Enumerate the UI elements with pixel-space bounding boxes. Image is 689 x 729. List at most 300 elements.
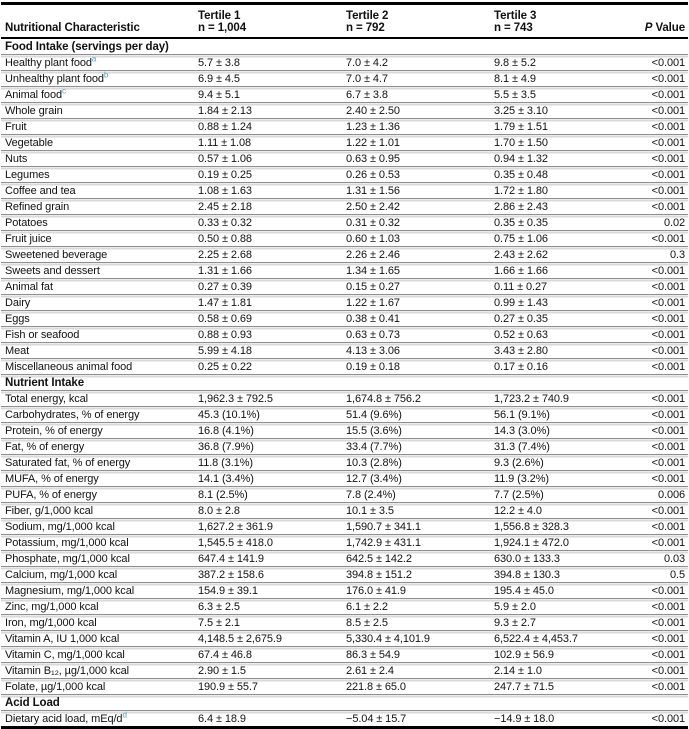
table-row [1, 295, 688, 311]
value-cell-t3: 2.43 ± 2.62 [494, 247, 598, 263]
value-cell-t2: 1.22 ± 1.01 [346, 135, 494, 151]
table-row [1, 567, 688, 583]
value-cell-t1: 647.4 ± 141.9 [198, 551, 346, 567]
row-label: Coffee and tea [5, 185, 76, 197]
p-value-cell: <0.001 [598, 663, 688, 679]
table-row [1, 151, 688, 167]
value-cell-t1: 2.25 ± 2.68 [198, 247, 346, 263]
value-cell-t2: 0.26 ± 0.53 [346, 167, 494, 183]
table-row [1, 535, 688, 551]
table-row [1, 343, 688, 359]
row-label-cell [1, 647, 198, 663]
value-cell-t1: 1,545.5 ± 418.0 [198, 535, 346, 551]
row-label: MUFA, % of energy [5, 473, 99, 485]
table-row [1, 215, 688, 231]
row-label-cell [1, 439, 198, 455]
value-cell-t3: 56.1 (9.1%) [494, 407, 598, 423]
p-value-column-header [598, 4, 688, 39]
value-cell-t2: 1.31 ± 1.56 [346, 183, 494, 199]
table-row [1, 615, 688, 631]
value-cell-t1: 67.4 ± 46.8 [198, 647, 346, 663]
p-value-cell: <0.001 [598, 535, 688, 551]
table-row [1, 391, 688, 407]
row-label-cell [1, 455, 198, 471]
value-cell-t2: 5,330.4 ± 4,101.9 [346, 631, 494, 647]
value-cell-t3: 102.9 ± 56.9 [494, 647, 598, 663]
row-label: Dairy [5, 297, 31, 309]
value-cell-t3: 3.25 ± 3.10 [494, 103, 598, 119]
row-label-cell [1, 199, 198, 215]
row-label-cell [1, 87, 198, 103]
row-label: Zinc, mg/1,000 kcal [5, 601, 99, 613]
value-cell-t2: 0.15 ± 0.27 [346, 279, 494, 295]
p-value-cell: <0.001 [598, 135, 688, 151]
p-value-cell: <0.001 [598, 199, 688, 215]
value-cell-t2: 1.23 ± 1.36 [346, 119, 494, 135]
row-label-cell [1, 295, 198, 311]
row-label: PUFA, % of energy [5, 489, 97, 501]
table-row [1, 663, 688, 679]
row-label: Unhealthy plant food [5, 73, 104, 85]
p-italic: P [644, 22, 653, 34]
p-value-cell: <0.001 [598, 391, 688, 407]
table-row [1, 167, 688, 183]
value-cell-t2: 2.61 ± 2.4 [346, 663, 494, 679]
value-cell-t3: 0.99 ± 1.43 [494, 295, 598, 311]
value-cell-t2: 4.13 ± 3.06 [346, 343, 494, 359]
value-cell-t3: 247.7 ± 71.5 [494, 679, 598, 695]
value-cell-t2: 0.60 ± 1.03 [346, 231, 494, 247]
section-header-row [1, 695, 688, 711]
value-cell-t1: 2.90 ± 1.5 [198, 663, 346, 679]
row-label-cell [1, 247, 198, 263]
value-cell-t3: 1,556.8 ± 328.3 [494, 519, 598, 535]
p-value-cell: <0.001 [598, 167, 688, 183]
section-header-row [1, 375, 688, 391]
table-row [1, 407, 688, 423]
value-cell-t1: 1,627.2 ± 361.9 [198, 519, 346, 535]
row-label-cell [1, 231, 198, 247]
tertile2-n: n = 792 [346, 22, 385, 34]
value-cell-t2: 86.3 ± 54.9 [346, 647, 494, 663]
p-value-cell: <0.001 [598, 87, 688, 103]
p-value-cell: <0.001 [598, 615, 688, 631]
value-cell-t3: 9.3 ± 2.7 [494, 615, 598, 631]
p-value-cell: <0.001 [598, 439, 688, 455]
header-row [1, 4, 688, 39]
value-cell-t1: 1,962.3 ± 792.5 [198, 391, 346, 407]
table-row [1, 279, 688, 295]
value-cell-t3: 14.3 (3.0%) [494, 423, 598, 439]
p-value-cell: <0.001 [598, 471, 688, 487]
p-value-cell: <0.001 [598, 71, 688, 87]
tertile2-column-header [346, 4, 494, 39]
value-cell-t1: 16.8 (4.1%) [198, 423, 346, 439]
value-cell-t3: 1.70 ± 1.50 [494, 135, 598, 151]
row-label: Refined grain [5, 201, 70, 213]
value-cell-t3: 0.27 ± 0.35 [494, 311, 598, 327]
row-label: Potatoes [5, 217, 48, 229]
value-cell-t2: 0.38 ± 0.41 [346, 311, 494, 327]
value-cell-t2: 176.0 ± 41.9 [346, 583, 494, 599]
value-cell-t3: −14.9 ± 18.0 [494, 711, 598, 728]
row-label: Folate, µg/1,000 kcal [5, 681, 106, 693]
tertile2-title: Tertile 2 [346, 10, 389, 22]
row-label-cell [1, 471, 198, 487]
p-value-cell: <0.001 [598, 343, 688, 359]
row-label-cell [1, 55, 198, 71]
value-cell-t2: 394.8 ± 151.2 [346, 567, 494, 583]
value-cell-t2: 1,590.7 ± 341.1 [346, 519, 494, 535]
row-label-cell [1, 423, 198, 439]
row-label-cell [1, 615, 198, 631]
tertile1-column-header [198, 4, 346, 39]
value-cell-t3: 5.9 ± 2.0 [494, 599, 598, 615]
row-label-cell [1, 135, 198, 151]
table-row [1, 679, 688, 695]
table-row [1, 119, 688, 135]
row-label: Carbohydrates, % of energy [5, 409, 140, 421]
p-value-cell: <0.001 [598, 423, 688, 439]
value-cell-t3: 1.66 ± 1.66 [494, 263, 598, 279]
value-cell-t1: 8.1 (2.5%) [198, 487, 346, 503]
p-value-cell: <0.001 [598, 263, 688, 279]
row-label-cell [1, 343, 198, 359]
row-label-cell [1, 311, 198, 327]
row-label-cell [1, 167, 198, 183]
value-cell-t2: 15.5 (3.6%) [346, 423, 494, 439]
value-cell-t3: 9.8 ± 5.2 [494, 55, 598, 71]
value-cell-t3: 12.2 ± 4.0 [494, 503, 598, 519]
value-cell-t3: 5.5 ± 3.5 [494, 87, 598, 103]
row-label: Fiber, g/1,000 kcal [5, 505, 93, 517]
value-cell-t3: 1.79 ± 1.51 [494, 119, 598, 135]
row-label: Animal food [5, 89, 62, 101]
value-cell-t3: 7.7 (2.5%) [494, 487, 598, 503]
row-label-cell [1, 71, 198, 87]
table-row [1, 87, 688, 103]
table-row [1, 71, 688, 87]
nutritional-characteristics-table [1, 2, 688, 729]
p-value-cell: <0.001 [598, 519, 688, 535]
p-value-cell: <0.001 [598, 407, 688, 423]
row-label-cell [1, 503, 198, 519]
row-label: Vegetable [5, 137, 54, 149]
row-label-cell [1, 711, 198, 728]
row-label-cell [1, 103, 198, 119]
value-cell-t1: 2.45 ± 2.18 [198, 199, 346, 215]
table-row [1, 519, 688, 535]
table-row [1, 263, 688, 279]
row-label-cell [1, 151, 198, 167]
value-cell-t1: 5.7 ± 3.8 [198, 55, 346, 71]
row-label: Magnesium, mg/1,000 kcal [5, 585, 135, 597]
value-cell-t2: −5.04 ± 15.7 [346, 711, 494, 728]
value-cell-t3: 0.17 ± 0.16 [494, 359, 598, 375]
section-title: Acid Load [1, 695, 688, 711]
row-label-cell [1, 551, 198, 567]
value-cell-t1: 6.9 ± 4.5 [198, 71, 346, 87]
table-row [1, 423, 688, 439]
value-cell-t3: 9.3 (2.6%) [494, 455, 598, 471]
value-cell-t1: 45.3 (10.1%) [198, 407, 346, 423]
p-value-cell: <0.001 [598, 103, 688, 119]
row-label: Whole grain [5, 105, 63, 117]
value-cell-t1: 0.19 ± 0.25 [198, 167, 346, 183]
table-row [1, 439, 688, 455]
value-cell-t2: 2.40 ± 2.50 [346, 103, 494, 119]
row-label: Sodium, mg/1,000 kcal [5, 521, 115, 533]
value-cell-t2: 221.8 ± 65.0 [346, 679, 494, 695]
row-label-cell [1, 263, 198, 279]
table-row [1, 311, 688, 327]
p-value-cell: 0.02 [598, 215, 688, 231]
row-label: Fruit juice [5, 233, 52, 245]
row-label-cell [1, 279, 198, 295]
row-label: Healthy plant food [5, 57, 92, 69]
row-label: Animal fat [5, 281, 53, 293]
row-label-cell [1, 583, 198, 599]
row-label: Fruit [5, 121, 27, 133]
table-row [1, 231, 688, 247]
p-value-cell: <0.001 [598, 151, 688, 167]
value-cell-t2: 6.7 ± 3.8 [346, 87, 494, 103]
row-label-cell [1, 599, 198, 615]
row-label: Vitamin B₁₂, µg/1,000 kcal [5, 665, 130, 677]
table-row [1, 551, 688, 567]
table-body [1, 38, 688, 728]
row-label-cell [1, 487, 198, 503]
footnote-marker: a [91, 54, 97, 64]
tertile3-n: n = 743 [494, 22, 533, 34]
p-value-cell: <0.001 [598, 647, 688, 663]
value-cell-t3: 11.9 (3.2%) [494, 471, 598, 487]
value-cell-t2: 2.50 ± 2.42 [346, 199, 494, 215]
value-cell-t1: 0.57 ± 1.06 [198, 151, 346, 167]
row-label: Miscellaneous animal food [5, 361, 133, 373]
value-cell-t3: 1.72 ± 1.80 [494, 183, 598, 199]
value-cell-t1: 11.8 (3.1%) [198, 455, 346, 471]
table-row [1, 455, 688, 471]
value-cell-t1: 5.99 ± 4.18 [198, 343, 346, 359]
value-cell-t1: 0.50 ± 0.88 [198, 231, 346, 247]
row-label-cell [1, 183, 198, 199]
value-cell-t2: 33.4 (7.7%) [346, 439, 494, 455]
p-value-cell: <0.001 [598, 119, 688, 135]
tertile3-title: Tertile 3 [494, 10, 537, 22]
value-cell-t2: 1,742.9 ± 431.1 [346, 535, 494, 551]
value-cell-t3: 630.0 ± 133.3 [494, 551, 598, 567]
row-label-cell [1, 567, 198, 583]
table-row [1, 247, 688, 263]
value-cell-t1: 14.1 (3.4%) [198, 471, 346, 487]
value-cell-t3: 0.94 ± 1.32 [494, 151, 598, 167]
table-row [1, 183, 688, 199]
value-cell-t1: 6.4 ± 18.9 [198, 711, 346, 728]
table-row [1, 647, 688, 663]
row-label: Vitamin C, mg/1,000 kcal [5, 649, 125, 661]
value-cell-t1: 0.33 ± 0.32 [198, 215, 346, 231]
row-label-cell [1, 679, 198, 695]
row-label-cell [1, 663, 198, 679]
p-value-cell: <0.001 [598, 295, 688, 311]
p-value-cell: <0.001 [598, 631, 688, 647]
row-label-cell [1, 391, 198, 407]
table-row [1, 359, 688, 375]
p-value-cell: 0.006 [598, 487, 688, 503]
value-cell-t1: 4,148.5 ± 2,675.9 [198, 631, 346, 647]
row-label: Protein, % of energy [5, 425, 103, 437]
p-value-cell: <0.001 [598, 503, 688, 519]
footnote-marker: d [122, 710, 127, 720]
value-cell-t2: 2.26 ± 2.46 [346, 247, 494, 263]
tertile1-n: n = 1,004 [198, 22, 247, 34]
table-row [1, 199, 688, 215]
row-label-cell [1, 535, 198, 551]
p-value-cell: <0.001 [598, 311, 688, 327]
value-cell-t1: 6.3 ± 2.5 [198, 599, 346, 615]
p-value-cell: <0.001 [598, 679, 688, 695]
row-label-cell [1, 519, 198, 535]
row-label: Total energy, kcal [5, 393, 88, 405]
value-cell-t3: 2.86 ± 2.43 [494, 199, 598, 215]
row-label: Meat [5, 345, 30, 357]
p-value-cell: <0.001 [598, 711, 688, 728]
row-label: Potassium, mg/1,000 kcal [5, 537, 129, 549]
value-cell-t1: 0.88 ± 1.24 [198, 119, 346, 135]
value-cell-t2: 12.7 (3.4%) [346, 471, 494, 487]
table-row [1, 327, 688, 343]
p-value-cell: <0.001 [598, 327, 688, 343]
section-title: Nutrient Intake [1, 375, 688, 391]
value-cell-t1: 154.9 ± 39.1 [198, 583, 346, 599]
value-cell-t3: 6,522.4 ± 4,453.7 [494, 631, 598, 647]
row-label: Phosphate, mg/1,000 kcal [5, 553, 130, 565]
value-cell-t2: 1.22 ± 1.67 [346, 295, 494, 311]
value-cell-t2: 0.31 ± 0.32 [346, 215, 494, 231]
value-cell-t3: 0.52 ± 0.63 [494, 327, 598, 343]
row-label: Iron, mg/1,000 kcal [5, 617, 97, 629]
row-label: Sweetened beverage [5, 249, 108, 261]
value-cell-t2: 1,674.8 ± 756.2 [346, 391, 494, 407]
characteristic-column-header: Nutritional Characteristic [1, 4, 198, 39]
value-cell-t1: 1.84 ± 2.13 [198, 103, 346, 119]
tertile1-title: Tertile 1 [198, 10, 241, 22]
table-row [1, 135, 688, 151]
row-label-cell [1, 407, 198, 423]
table-row [1, 471, 688, 487]
p-value-cell: <0.001 [598, 279, 688, 295]
value-cell-t1: 36.8 (7.9%) [198, 439, 346, 455]
row-label: Legumes [5, 169, 50, 181]
value-cell-t1: 9.4 ± 5.1 [198, 87, 346, 103]
value-cell-t2: 7.0 ± 4.7 [346, 71, 494, 87]
value-cell-t3: 1,723.2 ± 740.9 [494, 391, 598, 407]
value-cell-t3: 0.35 ± 0.35 [494, 215, 598, 231]
row-label: Nuts [5, 153, 28, 165]
value-cell-t1: 1.47 ± 1.81 [198, 295, 346, 311]
row-label-cell [1, 215, 198, 231]
row-label-cell [1, 327, 198, 343]
value-cell-t2: 51.4 (9.6%) [346, 407, 494, 423]
value-cell-t1: 1.08 ± 1.63 [198, 183, 346, 199]
value-cell-t3: 2.14 ± 1.0 [494, 663, 598, 679]
value-cell-t2: 0.63 ± 0.73 [346, 327, 494, 343]
row-label: Dietary acid load, mEq/d [5, 713, 123, 725]
value-cell-t3: 0.35 ± 0.48 [494, 167, 598, 183]
table-row [1, 583, 688, 599]
value-cell-t1: 1.31 ± 1.66 [198, 263, 346, 279]
value-cell-t3: 31.3 (7.4%) [494, 439, 598, 455]
value-cell-t2: 0.19 ± 0.18 [346, 359, 494, 375]
value-cell-t2: 7.0 ± 4.2 [346, 55, 494, 71]
value-cell-t1: 1.11 ± 1.08 [198, 135, 346, 151]
value-cell-t1: 0.25 ± 0.22 [198, 359, 346, 375]
value-cell-t2: 10.3 (2.8%) [346, 455, 494, 471]
value-cell-t3: 0.75 ± 1.06 [494, 231, 598, 247]
p-value-cell: 0.3 [598, 247, 688, 263]
p-value-cell: <0.001 [598, 55, 688, 71]
table-row [1, 711, 688, 728]
value-cell-t1: 0.27 ± 0.39 [198, 279, 346, 295]
value-cell-t2: 10.1 ± 3.5 [346, 503, 494, 519]
p-value-cell: <0.001 [598, 583, 688, 599]
row-label: Fish or seafood [5, 329, 80, 341]
section-title: Food Intake (servings per day) [1, 38, 688, 55]
value-cell-t1: 7.5 ± 2.1 [198, 615, 346, 631]
table-row [1, 55, 688, 71]
value-cell-t2: 642.5 ± 142.2 [346, 551, 494, 567]
value-cell-t3: 3.43 ± 2.80 [494, 343, 598, 359]
value-cell-t3: 8.1 ± 4.9 [494, 71, 598, 87]
value-cell-t1: 8.0 ± 2.8 [198, 503, 346, 519]
table-row [1, 599, 688, 615]
value-cell-t3: 195.4 ± 45.0 [494, 583, 598, 599]
value-cell-t3: 0.11 ± 0.27 [494, 279, 598, 295]
tertile3-column-header [494, 4, 598, 39]
p-value-cell: <0.001 [598, 231, 688, 247]
p-value-cell: 0.5 [598, 567, 688, 583]
row-label-cell [1, 119, 198, 135]
p-rest: Value [652, 22, 685, 34]
row-label: Fat, % of energy [5, 441, 85, 453]
value-cell-t2: 7.8 (2.4%) [346, 487, 494, 503]
row-label: Eggs [5, 313, 30, 325]
row-label: Vitamin A, IU 1,000 kcal [5, 633, 120, 645]
table-row [1, 631, 688, 647]
p-value-cell: <0.001 [598, 359, 688, 375]
value-cell-t1: 387.2 ± 158.6 [198, 567, 346, 583]
footnote-marker: b [103, 70, 109, 80]
value-cell-t2: 0.63 ± 0.95 [346, 151, 494, 167]
row-label: Saturated fat, % of energy [5, 457, 131, 469]
row-label-cell [1, 359, 198, 375]
table-row [1, 487, 688, 503]
value-cell-t1: 0.58 ± 0.69 [198, 311, 346, 327]
p-value-cell: <0.001 [598, 599, 688, 615]
value-cell-t3: 1,924.1 ± 472.0 [494, 535, 598, 551]
value-cell-t1: 0.88 ± 0.93 [198, 327, 346, 343]
row-label-cell [1, 631, 198, 647]
value-cell-t2: 6.1 ± 2.2 [346, 599, 494, 615]
table-header [1, 4, 688, 39]
row-label: Calcium, mg/1,000 kcal [5, 569, 118, 581]
value-cell-t1: 190.9 ± 55.7 [198, 679, 346, 695]
p-value-cell: 0.03 [598, 551, 688, 567]
table-row [1, 103, 688, 119]
p-value-cell: <0.001 [598, 183, 688, 199]
value-cell-t2: 8.5 ± 2.5 [346, 615, 494, 631]
